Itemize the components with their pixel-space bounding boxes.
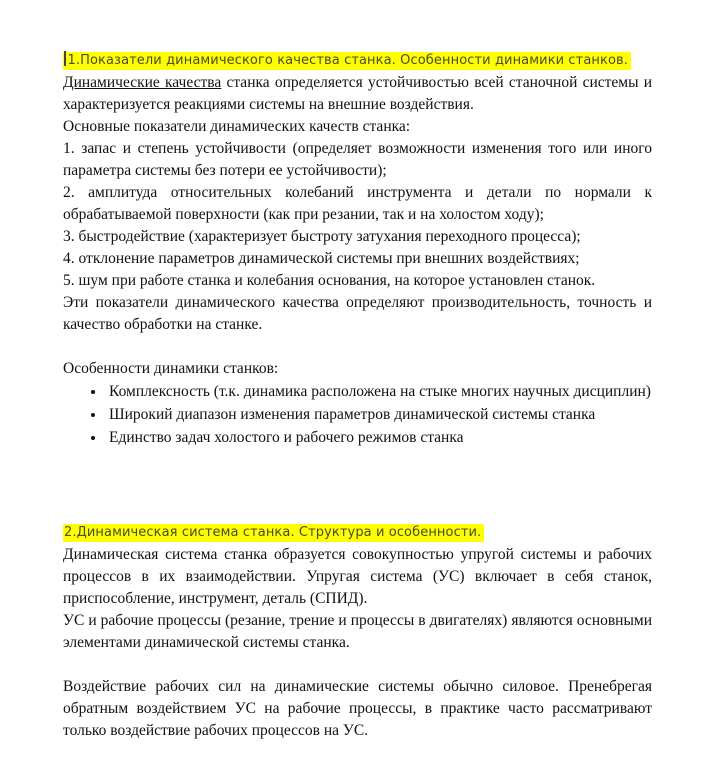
section-1-paragraph-2: Эти показатели динамического качества определяют производительность, точность и качество обработки на станке. bbox=[63, 294, 652, 333]
bullet-item-2: • Широкий диапазон изменения параметров динамической системы станка bbox=[106, 403, 652, 426]
section-2-paragraph-1: Динамическая система станка образуется совокупностью упругой системы и рабочих процессов в их взаимодействии. Упругая система (УС) включает в себя станок, приспособление, инструмент, деталь (СПИД). bbox=[63, 546, 652, 607]
features-intro: Особенности динамики станков: bbox=[63, 360, 279, 377]
numbered-item-1: 1. запас и степень устойчивости (определяет возможности изменения того или иного параметра системы без потери ее устойчивости); bbox=[63, 140, 652, 179]
numbered-list-intro: Основные показатели динамических качеств станка: bbox=[63, 118, 411, 135]
section-2-heading-text: 2.Динамическая система станка. Структура и особенности. bbox=[64, 525, 482, 540]
section-2-heading-highlight bbox=[63, 524, 484, 542]
section-1-paragraph-1-rest: станка определяется устойчивостью всей станочной системы и характеризуется реакциями системы на внешние воздействия. bbox=[63, 74, 653, 113]
section-2-paragraph-3: Воздействие рабочих сил на динамические системы обычно силовое. Пренебрегая обратным воздействием УС на рабочие процессы, в практике часто рассматривают только воздействие рабочих процессов на УС. bbox=[63, 678, 652, 739]
section-1-heading bbox=[63, 50, 652, 72]
bullet-item-3: • Единство задач холостого и рабочего режимов станка bbox=[106, 426, 652, 449]
section-1-heading-highlight bbox=[63, 52, 631, 70]
section-2-paragraph-2: УС и рабочие процессы (резание, трение и процессы в двигателях) являются основными элементами динамической системы станка. bbox=[63, 612, 652, 651]
blank-line bbox=[63, 336, 652, 358]
bullet-item-1: • Комплексность (т.к. динамика расположена на стыке многих научных дисциплин) bbox=[106, 380, 652, 403]
blank-line bbox=[63, 654, 652, 676]
section-1-heading-text: 1.Показатели динамического качества станка. Особенности динамики станков. bbox=[67, 53, 629, 68]
text-cursor bbox=[64, 51, 66, 66]
numbered-item-5: 5. шум при работе станка и колебания основания, на которое установлен станок. bbox=[63, 272, 596, 289]
numbered-item-3: 3. быстродействие (характеризует быстроту затухания переходного процесса); bbox=[63, 228, 581, 245]
features-bullet-list bbox=[63, 380, 652, 449]
section-2-heading bbox=[63, 522, 652, 544]
numbered-item-2: 2. амплитуда относительных колебаний инструмента и детали по нормали к обрабатываемой поверхности (как при резании, так и на холостом ходу); bbox=[63, 184, 652, 223]
numbered-item-4: 4. отклонение параметров динамической системы при внешних воздействиях; bbox=[63, 250, 580, 267]
section-1-paragraph-1 bbox=[63, 72, 652, 116]
section-gap bbox=[63, 449, 652, 522]
underlined-term: Динамические качества bbox=[63, 74, 222, 91]
